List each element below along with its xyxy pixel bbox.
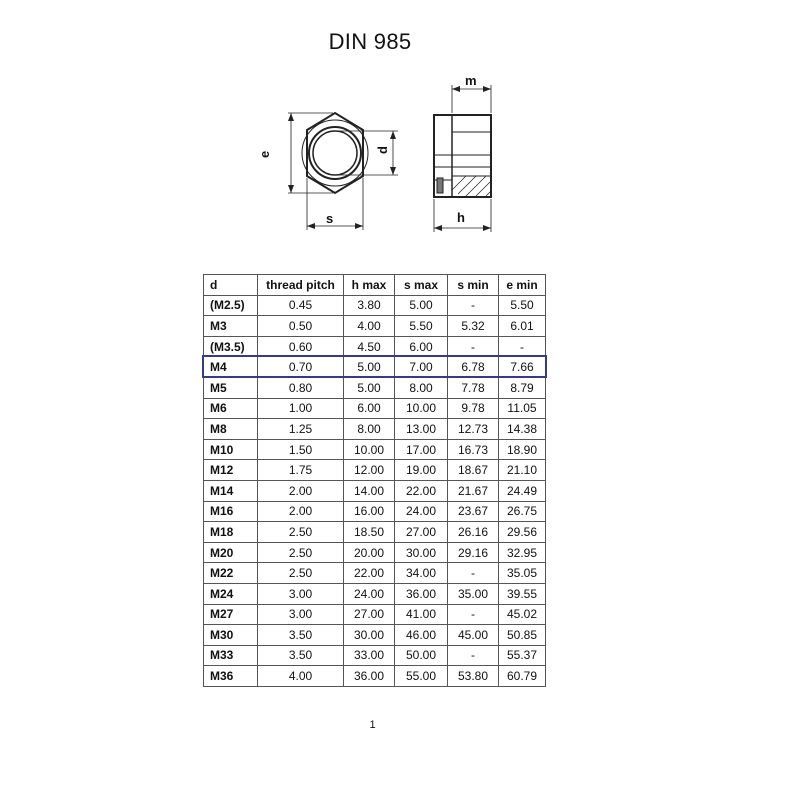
table-row [204,398,546,419]
din985-dimensions-table [203,274,546,687]
table-cell: 22.00 [395,480,448,501]
table-cell: M14 [204,480,258,501]
table-cell: 0.80 [258,377,344,398]
table-row [204,460,546,481]
table-cell: 5.50 [395,316,448,337]
table-cell: M8 [204,419,258,440]
header-s-max: s max [395,275,448,296]
table-cell: M24 [204,583,258,604]
table-cell: 55.00 [395,666,448,687]
nylon-insert [437,178,443,193]
label-h: h [457,210,465,225]
table-row [204,522,546,543]
table-cell: 2.00 [258,480,344,501]
table-cell: 16.73 [448,439,499,460]
table-cell: - [499,336,546,357]
table-cell: 10.00 [395,398,448,419]
hex-outline [307,113,363,193]
table-cell: 0.70 [258,357,344,378]
table-cell: 1.00 [258,398,344,419]
table-cell: 2.50 [258,563,344,584]
table-cell: - [448,563,499,584]
document-title: DIN 985 [328,29,412,54]
table-cell: M16 [204,501,258,522]
thread-outer-circle [309,127,361,179]
table-cell: 3.50 [258,625,344,646]
table-row [204,666,546,687]
table-cell: 24.00 [395,501,448,522]
header-e-min: e min [499,275,546,296]
table-cell: 5.32 [448,316,499,337]
table-cell: 2.50 [258,522,344,543]
header-d: d [204,275,258,296]
table-cell: M22 [204,563,258,584]
table-cell: 20.00 [344,542,395,563]
header-h-max: h max [344,275,395,296]
table-row [204,480,546,501]
hatched-section [452,176,491,196]
table-header-row [204,275,546,296]
table-cell: 46.00 [395,625,448,646]
table-cell: 4.00 [258,666,344,687]
table-cell: (M2.5) [204,295,258,316]
table-cell: 3.80 [344,295,395,316]
table-cell: 21.10 [499,460,546,481]
table-cell: 41.00 [395,604,448,625]
table-cell: 6.01 [499,316,546,337]
table-cell: 8.00 [344,419,395,440]
table-cell: 29.16 [448,542,499,563]
table-cell: 12.73 [448,419,499,440]
table-row [204,357,546,378]
table-cell: 23.67 [448,501,499,522]
table-row [204,604,546,625]
label-s: s [326,211,334,226]
table-cell: - [448,604,499,625]
table-row [204,295,546,316]
table-cell: 18.50 [344,522,395,543]
table-cell: 6.78 [448,357,499,378]
table-cell: 6.00 [344,398,395,419]
table-cell: 6.00 [395,336,448,357]
table-row [204,336,546,357]
table-cell: 2.50 [258,542,344,563]
table-cell: 33.00 [344,645,395,666]
table-cell: 27.00 [344,604,395,625]
table-cell: 3.50 [258,645,344,666]
table-cell: 18.67 [448,460,499,481]
table-row [204,583,546,604]
table-cell: 7.78 [448,377,499,398]
table-cell: 8.79 [499,377,546,398]
table-cell: 10.00 [344,439,395,460]
table-cell: 30.00 [344,625,395,646]
table-cell: 5.00 [344,377,395,398]
table-cell: 32.95 [499,542,546,563]
table-cell: M30 [204,625,258,646]
table-cell: 0.60 [258,336,344,357]
table-cell: 45.02 [499,604,546,625]
table-cell: 39.55 [499,583,546,604]
table-row [204,439,546,460]
table-cell: M33 [204,645,258,666]
table-cell: 50.85 [499,625,546,646]
table-cell: 1.25 [258,419,344,440]
table-cell: 26.16 [448,522,499,543]
table-cell: 35.05 [499,563,546,584]
table-cell: 24.49 [499,480,546,501]
header-s-min: s min [448,275,499,296]
table-cell: 4.00 [344,316,395,337]
table-cell: 18.90 [499,439,546,460]
table-cell: M27 [204,604,258,625]
table-cell: 4.50 [344,336,395,357]
table-cell: (M3.5) [204,336,258,357]
table-cell: - [448,336,499,357]
table-cell: 5.00 [395,295,448,316]
table-cell: 22.00 [344,563,395,584]
table-cell: M5 [204,377,258,398]
table-cell: 0.50 [258,316,344,337]
table-cell: M4 [204,357,258,378]
table-row [204,316,546,337]
table-row [204,625,546,646]
table-cell: 50.00 [395,645,448,666]
table-cell: 3.00 [258,604,344,625]
table-cell: M20 [204,542,258,563]
table-cell: 21.67 [448,480,499,501]
table-cell: 7.00 [395,357,448,378]
table-cell: 60.79 [499,666,546,687]
table-row [204,563,546,584]
table-cell: 36.00 [395,583,448,604]
table-cell: 13.00 [395,419,448,440]
table-cell: 26.75 [499,501,546,522]
table-row [204,645,546,666]
table-cell: 3.00 [258,583,344,604]
table-cell: 17.00 [395,439,448,460]
table-cell: 2.00 [258,501,344,522]
table-cell: 35.00 [448,583,499,604]
table-cell: 53.80 [448,666,499,687]
table-cell: 9.78 [448,398,499,419]
label-m: m [465,73,477,88]
table-cell: 34.00 [395,563,448,584]
nut-technical-drawing [0,0,800,260]
table-cell: 14.38 [499,419,546,440]
table-cell: 24.00 [344,583,395,604]
table-row [204,419,546,440]
chamfer-circle [302,120,368,186]
table-cell: 36.00 [344,666,395,687]
table-row [204,542,546,563]
table-cell: 8.00 [395,377,448,398]
table-cell: 29.56 [499,522,546,543]
table-cell: M3 [204,316,258,337]
table-row [204,501,546,522]
table-cell: 27.00 [395,522,448,543]
table-cell: M36 [204,666,258,687]
table-cell: 11.05 [499,398,546,419]
table-cell: 45.00 [448,625,499,646]
table-cell: 0.45 [258,295,344,316]
page-number: 1 [369,719,376,731]
table-cell: 1.50 [258,439,344,460]
table-cell: 12.00 [344,460,395,481]
table-row [204,377,546,398]
table-cell: M18 [204,522,258,543]
table-cell: 55.37 [499,645,546,666]
table-cell: M10 [204,439,258,460]
header-thread-pitch: thread pitch [258,275,344,296]
table-cell: M12 [204,460,258,481]
table-cell: 5.50 [499,295,546,316]
table-cell: 7.66 [499,357,546,378]
table-cell: 30.00 [395,542,448,563]
table-cell: - [448,295,499,316]
table-cell: 14.00 [344,480,395,501]
table-cell: 5.00 [344,357,395,378]
table-cell: 19.00 [395,460,448,481]
thread-inner-circle [313,131,357,175]
table-cell: M6 [204,398,258,419]
table-cell: 16.00 [344,501,395,522]
label-d: d [375,146,390,154]
table-cell: 1.75 [258,460,344,481]
label-e: e [257,150,272,158]
table-cell: - [448,645,499,666]
